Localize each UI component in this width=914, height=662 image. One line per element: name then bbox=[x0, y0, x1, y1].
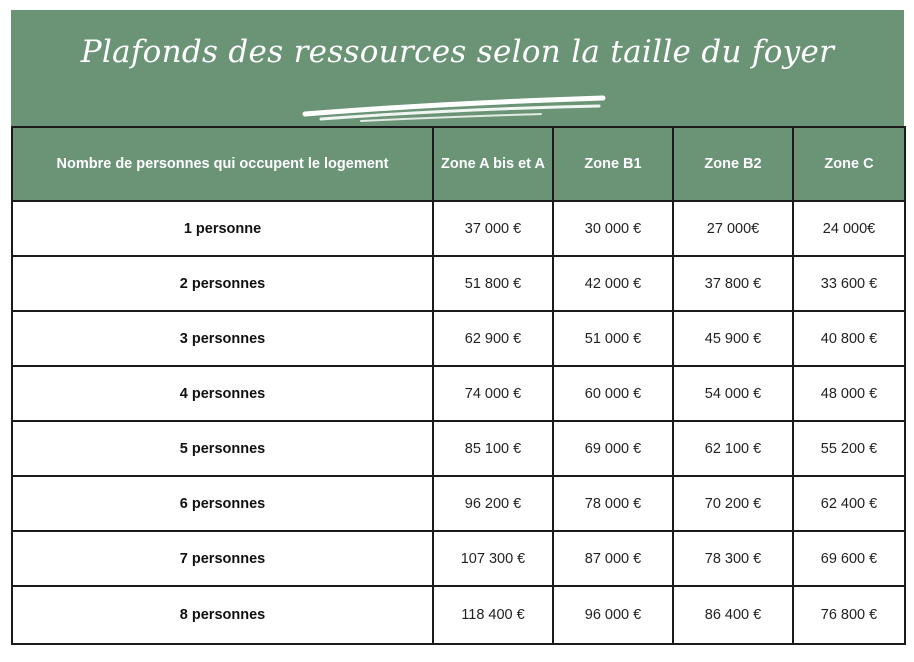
cell-zone-c: 33 600 € bbox=[793, 256, 905, 311]
resource-ceilings-table bbox=[11, 126, 906, 645]
row-label: 6 personnes bbox=[12, 476, 433, 531]
cell-zone-c: 62 400 € bbox=[793, 476, 905, 531]
table-row bbox=[12, 421, 905, 476]
cell-zone-b1: 69 000 € bbox=[553, 421, 673, 476]
cell-zone-b2: 45 900 € bbox=[673, 311, 793, 366]
cell-zone-a-bis-a: 51 800 € bbox=[433, 256, 553, 311]
table-row bbox=[12, 256, 905, 311]
cell-zone-a-bis-a: 85 100 € bbox=[433, 421, 553, 476]
cell-zone-b1: 87 000 € bbox=[553, 531, 673, 586]
table-row bbox=[12, 531, 905, 586]
cell-zone-b2: 37 800 € bbox=[673, 256, 793, 311]
cell-zone-b1: 96 000 € bbox=[553, 586, 673, 644]
cell-zone-c: 48 000 € bbox=[793, 366, 905, 421]
row-label: 5 personnes bbox=[12, 421, 433, 476]
cell-zone-b2: 70 200 € bbox=[673, 476, 793, 531]
row-label: 8 personnes bbox=[12, 586, 433, 644]
cell-zone-b2: 27 000€ bbox=[673, 201, 793, 256]
cell-zone-a-bis-a: 96 200 € bbox=[433, 476, 553, 531]
cell-zone-b1: 78 000 € bbox=[553, 476, 673, 531]
title-banner bbox=[11, 10, 904, 126]
header-zone-a-bis-a: Zone A bis et A bbox=[433, 127, 553, 201]
cell-zone-b1: 30 000 € bbox=[553, 201, 673, 256]
brush-stroke-decoration bbox=[301, 86, 611, 126]
row-label: 4 personnes bbox=[12, 366, 433, 421]
cell-zone-c: 55 200 € bbox=[793, 421, 905, 476]
resource-ceilings-card bbox=[11, 10, 904, 650]
cell-zone-b2: 78 300 € bbox=[673, 531, 793, 586]
cell-zone-b1: 60 000 € bbox=[553, 366, 673, 421]
row-label: 1 personne bbox=[12, 201, 433, 256]
page-title: Plafonds des ressources selon la taille du foyer bbox=[80, 34, 835, 70]
cell-zone-b1: 51 000 € bbox=[553, 311, 673, 366]
table-row bbox=[12, 476, 905, 531]
row-label: 2 personnes bbox=[12, 256, 433, 311]
cell-zone-b2: 62 100 € bbox=[673, 421, 793, 476]
table-row bbox=[12, 366, 905, 421]
cell-zone-c: 69 600 € bbox=[793, 531, 905, 586]
row-label: 7 personnes bbox=[12, 531, 433, 586]
cell-zone-b1: 42 000 € bbox=[553, 256, 673, 311]
cell-zone-b2: 54 000 € bbox=[673, 366, 793, 421]
table-row bbox=[12, 201, 905, 256]
cell-zone-a-bis-a: 107 300 € bbox=[433, 531, 553, 586]
cell-zone-a-bis-a: 74 000 € bbox=[433, 366, 553, 421]
header-zone-b1: Zone B1 bbox=[553, 127, 673, 201]
cell-zone-c: 24 000€ bbox=[793, 201, 905, 256]
header-zone-c: Zone C bbox=[793, 127, 905, 201]
cell-zone-a-bis-a: 62 900 € bbox=[433, 311, 553, 366]
row-label: 3 personnes bbox=[12, 311, 433, 366]
table-header-row bbox=[12, 127, 905, 201]
header-household-size: Nombre de personnes qui occupent le logement bbox=[12, 127, 433, 201]
cell-zone-c: 40 800 € bbox=[793, 311, 905, 366]
cell-zone-a-bis-a: 118 400 € bbox=[433, 586, 553, 644]
table-row bbox=[12, 311, 905, 366]
cell-zone-b2: 86 400 € bbox=[673, 586, 793, 644]
cell-zone-a-bis-a: 37 000 € bbox=[433, 201, 553, 256]
cell-zone-c: 76 800 € bbox=[793, 586, 905, 644]
table-row bbox=[12, 586, 905, 644]
header-zone-b2: Zone B2 bbox=[673, 127, 793, 201]
